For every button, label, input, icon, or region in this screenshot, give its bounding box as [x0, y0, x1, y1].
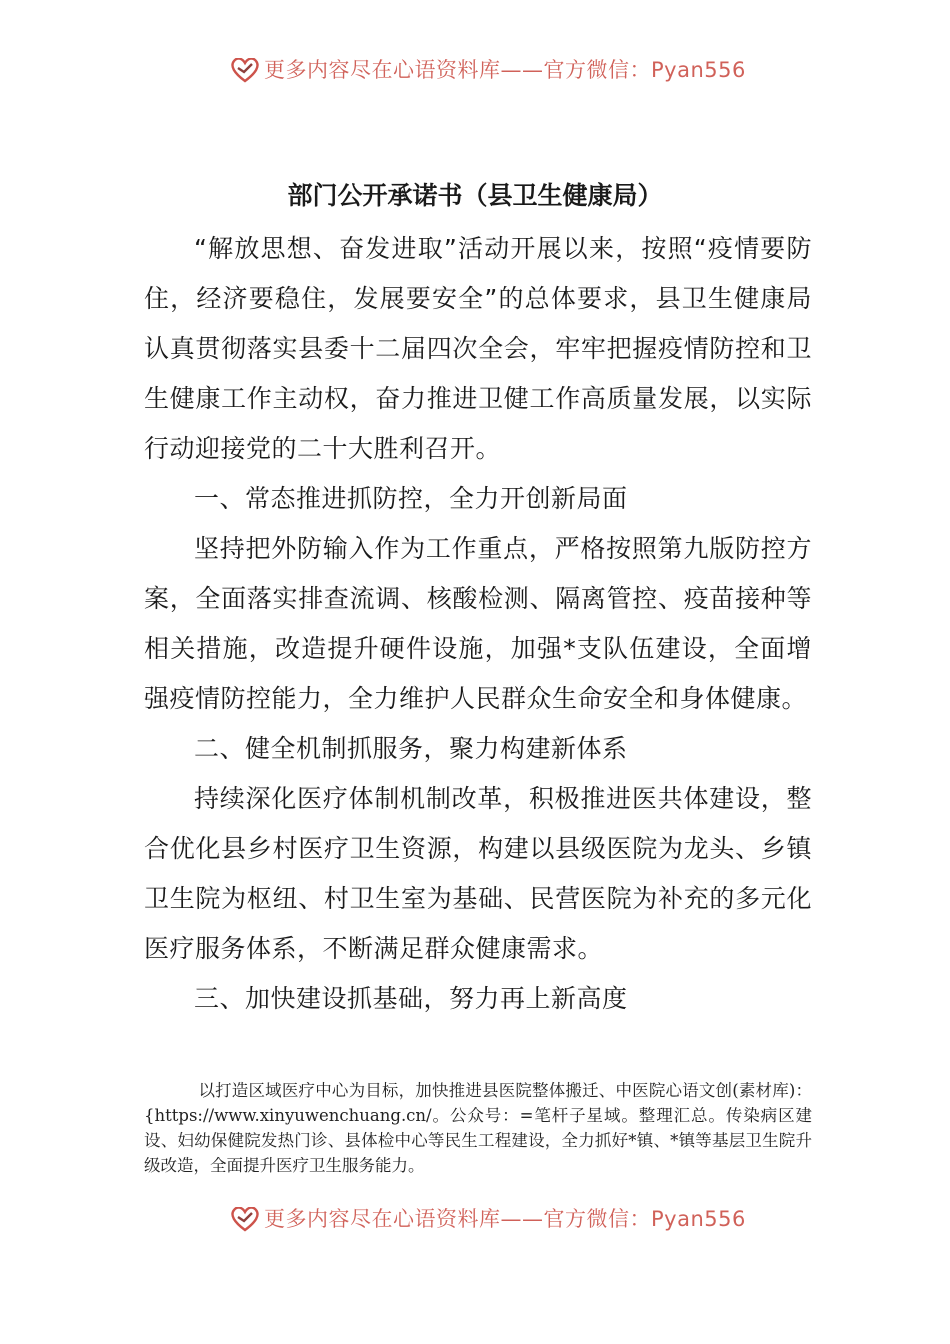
document-title: 部门公开承诺书（县卫生健康局） [287, 181, 663, 210]
section-heading-3: 三、加快建设抓基础，努力再上新高度 [194, 984, 628, 1013]
section-heading-1: 一、常态推进抓防控，全力开创新局面 [194, 484, 628, 513]
heart-logo-icon [228, 1207, 262, 1233]
section-body-1: 坚持把外防输入作为工作重点，严格按照第九版防控方案，全面落实排查流调、核酸检测、隔离管控、疫苗接种等相关措施，改造提升硬件设施，加强*支队伍建设，全面增强疫情防控能力，全力维护人民群众生命安全和身体健康。 [144, 534, 812, 713]
final-paragraph-block [144, 1078, 812, 1178]
final-paragraph: 以打造区域医疗中心为目标，加快推进县医院整体搬迁、中医院心语文创(素材库)：{https://www.xinyuwenchuang.cn/。公众号：=笔杆子星域。整理汇总。传染病区建设、妇幼保健院发热门诊、县体检中心等民生工程建设，全力抓好*镇、*镇等基层卫生院升级改造，全面提升医疗卫生服务能力。 [144, 1081, 812, 1175]
watermark-text: 更多内容尽在心语资料库——官方微信：Pyan556 [264, 1207, 746, 1231]
intro-paragraph: “解放思想、奋发进取”活动开展以来，按照“疫情要防住，经济要稳住，发展要安全”的总体要求，县卫生健康局认真贯彻落实县委十二届四次全会，牢牢把握疫情防控和卫生健康工作主动权，奋力推进卫健工作高质量发展，以实际行动迎接党的二十大胜利召开。 [144, 234, 812, 463]
heart-logo-icon [228, 58, 262, 84]
footer-watermark [0, 1207, 950, 1237]
section-heading-2: 二、健全机制抓服务，聚力构建新体系 [194, 734, 628, 763]
header-watermark [0, 58, 950, 88]
section-body-2: 持续深化医疗体制机制改革，积极推进医共体建设，整合优化县乡村医疗卫生资源，构建以县级医院为龙头、乡镇卫生院为枢纽、村卫生室为基础、民营医院为补充的多元化医疗服务体系，不断满足群众健康需求。 [144, 784, 812, 963]
watermark-text: 更多内容尽在心语资料库——官方微信：Pyan556 [264, 58, 746, 82]
document-body [144, 224, 812, 1024]
